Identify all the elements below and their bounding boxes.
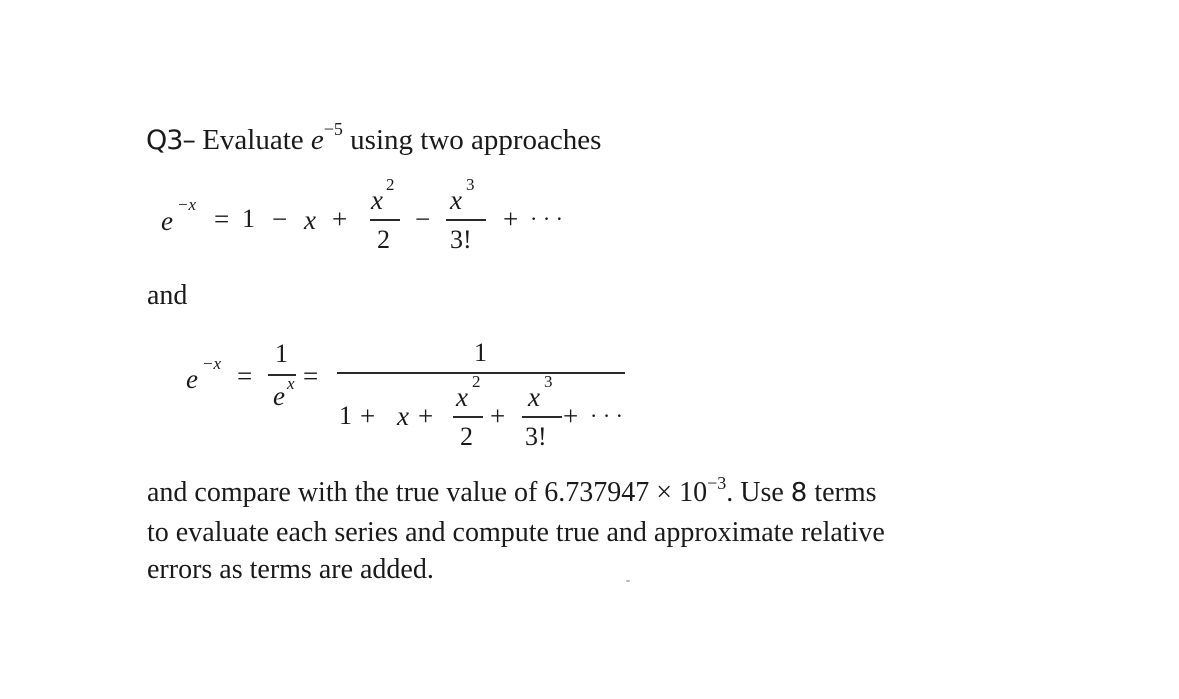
eq2-den-frac2-num-exp: 3 [544, 372, 553, 391]
eq1-frac1-den: 2 [377, 225, 390, 254]
eq2-frac-a-den-base: e [273, 381, 285, 411]
eq2-equals1: = [237, 361, 253, 391]
title-exponent: −5 [323, 119, 343, 139]
title-text-after: using two approaches [342, 124, 602, 156]
eq1-frac1-num-exp: 2 [386, 175, 395, 194]
paragraph-term-count: 8 [790, 478, 808, 508]
eq1-lhs-base: e [161, 206, 173, 236]
eq1-ellipsis: · · · [530, 206, 563, 231]
eq2-den-frac2-num-base: x [528, 382, 540, 412]
eq1-frac2-den: 3! [450, 225, 472, 254]
paragraph-line-1-b: . Use [726, 477, 791, 508]
eq2-den-frac1-num-base: x [456, 382, 468, 412]
paragraph-line-3: errors as terms are added. [147, 554, 434, 585]
paragraph-exponent: −3 [707, 473, 727, 493]
eq2-den-plus3: + [490, 401, 506, 431]
paragraph-line-1-a: and compare with the true value of 6.737947 × 10 [147, 477, 708, 508]
eq1-frac1-num-base: x [371, 185, 383, 215]
eq1-frac2-bar [446, 219, 486, 221]
connector-and: and [147, 280, 188, 311]
eq2-lhs-base: e [186, 364, 198, 394]
eq1-lhs-exp: −x [177, 195, 197, 214]
eq1-x: x [304, 205, 316, 235]
eq2-den-frac1-den: 2 [460, 422, 473, 451]
eq2-den-x: x [397, 401, 409, 431]
eq2-den-frac1-num-exp: 2 [472, 372, 481, 391]
eq1-frac2-num-exp: 3 [466, 175, 475, 194]
eq1-plus1: + [332, 204, 348, 234]
instructions-paragraph [147, 474, 967, 588]
eq1-one: 1 [242, 204, 255, 233]
title-text-before: Evaluate [194, 124, 311, 156]
eq2-equals2: = [303, 361, 319, 391]
eq1-frac1-bar [370, 219, 400, 221]
eq2-den-ellipsis: · · · [590, 403, 623, 428]
eq1-equals: = [214, 204, 230, 234]
eq2-big-num: 1 [474, 338, 487, 367]
paragraph-line-2: to evaluate each series and compute true and approximate relative [147, 517, 885, 548]
question-number: Q3– [146, 125, 195, 156]
eq2-den-frac2-bar [522, 416, 562, 418]
eq2-main-bar [337, 372, 625, 374]
eq2-den-plus2: + [418, 401, 434, 431]
paragraph-line-1-c: terms [807, 477, 877, 508]
eq1-frac2-num-base: x [450, 185, 462, 215]
eq1-plus2: + [503, 204, 519, 234]
eq1-minus2: − [415, 204, 431, 234]
paragraph-line-1 [147, 474, 967, 514]
title-base: e [310, 124, 324, 156]
question-title [146, 119, 602, 161]
scan-smudge [626, 580, 630, 582]
eq2-frac-a-num: 1 [275, 339, 288, 368]
eq2-den-frac1-bar [453, 416, 483, 418]
eq2-den-frac2-den: 3! [525, 422, 547, 451]
eq2-den-plus1: + [360, 401, 376, 431]
eq2-lhs-exp: −x [202, 354, 222, 373]
eq2-frac-a-den-exp: x [287, 374, 295, 393]
eq2-den-plus4: + [563, 401, 579, 431]
eq2-den-one: 1 [339, 401, 352, 430]
eq1-minus1: − [272, 204, 288, 234]
